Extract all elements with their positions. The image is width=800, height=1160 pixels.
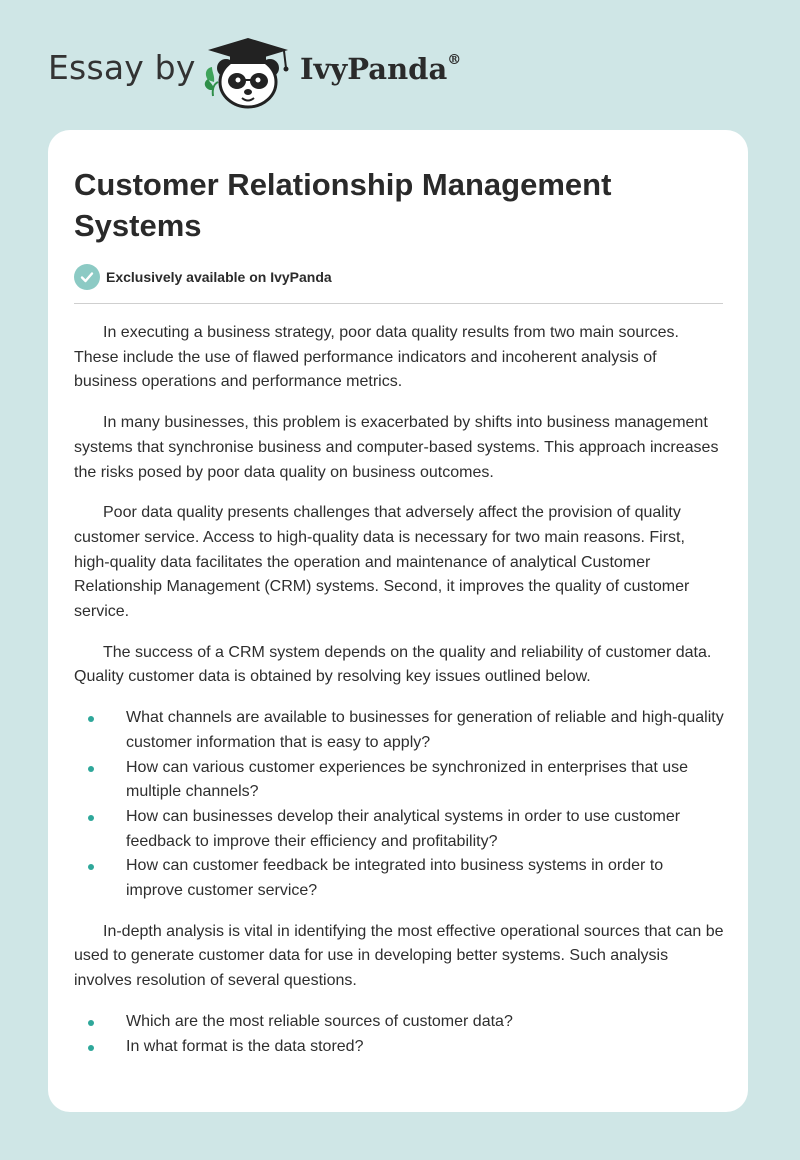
question-list: [74, 706, 724, 904]
bullet-icon: [88, 766, 94, 772]
paragraph: In executing a business strategy, poor data quality results from two main sources. These include the use of flawed performance indicators and incoherent analysis of business operations and performance metrics.: [74, 324, 679, 391]
site-header: [0, 0, 800, 130]
badge-label: Exclusively available on IvyPanda: [106, 269, 332, 285]
list-item: Which are the most reliable sources of customer data?: [74, 1010, 724, 1035]
bullet-icon: [88, 864, 94, 870]
essay-body: [74, 321, 724, 1075]
brand-name[interactable]: IvyPanda®: [300, 52, 462, 86]
list-item: How can various customer experiences be synchronized in enterprises that use multiple channels?: [74, 756, 724, 805]
divider: [74, 303, 723, 304]
panda-graduate-icon[interactable]: [200, 34, 296, 110]
page-title: Customer Relationship Management Systems: [74, 167, 612, 243]
bullet-icon: [88, 1045, 94, 1051]
question-list: [74, 1010, 724, 1059]
bullet-icon: [88, 1020, 94, 1026]
bullet-icon: [88, 716, 94, 722]
check-icon: [74, 264, 100, 290]
list-item: How can businesses develop their analytical systems in order to use customer feedback to improve their efficiency and profitability?: [74, 805, 724, 854]
essay-by-label: Essay by: [48, 48, 196, 87]
list-item: How can customer feedback be integrated into business systems in order to improve customer service?: [74, 854, 724, 903]
list-item: In what format is the data stored?: [74, 1035, 724, 1060]
paragraph: Poor data quality presents challenges that adversely affect the provision of quality customer service. Access to high-quality data is necessary for two main reasons. First, high-quality data facilitates the operation and maintenance of analytical Customer Relationship Management (CRM) systems. Second, it improves the quality of customer service.: [74, 504, 690, 621]
essay-card: [48, 130, 748, 1112]
exclusive-badge: [74, 263, 332, 291]
paragraph: In many businesses, this problem is exacerbated by shifts into business management systems that synchronise business and computer-based systems. This approach increases the risks posed by poor data quality on business outcomes.: [74, 414, 719, 481]
bullet-icon: [88, 815, 94, 821]
paragraph: In-depth analysis is vital in identifying the most effective operational sources that can be used to generate customer data for use in developing better systems. Such analysis involves resolution of several questions.: [74, 922, 724, 990]
paragraph: The success of a CRM system depends on the quality and reliability of customer data. Quality customer data is obtained by resolving key issues outlined below.: [74, 643, 712, 686]
list-item: What channels are available to businesses for generation of reliable and high-quality customer information that is easy to apply?: [74, 706, 724, 755]
